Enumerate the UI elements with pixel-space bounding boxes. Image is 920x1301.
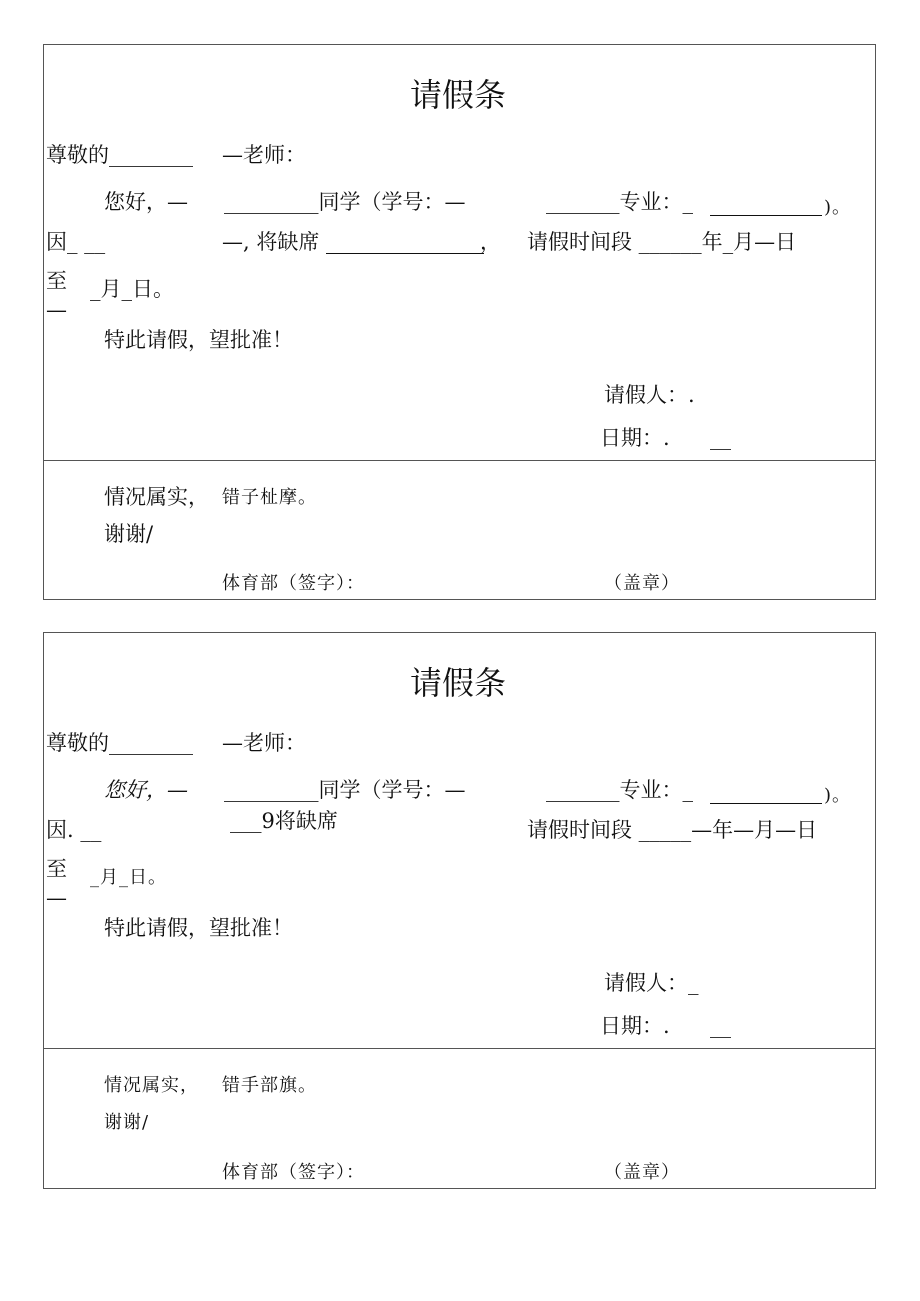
hello-text: 您好，— xyxy=(104,190,188,214)
will-miss-text: ___9将缺席 xyxy=(230,809,338,833)
applicant-field: 请假人：. xyxy=(604,383,695,407)
verify-text: 情况属实， xyxy=(104,1075,199,1096)
major-end: )。 xyxy=(824,197,852,218)
verify-note: 错子杫摩。 xyxy=(222,487,317,508)
reason-prefix: 因_ __ xyxy=(46,230,106,254)
greeting-prefix: 尊敬的________ xyxy=(46,143,193,167)
form-title: 请假条 xyxy=(410,664,507,702)
greeting-suffix: —老师： xyxy=(222,731,306,755)
date-field: 日期：. xyxy=(600,1014,670,1038)
verify-note: 错手部旗。 xyxy=(222,1075,317,1096)
leave-period-field: 请假时间段 ______年_月—日 xyxy=(527,230,797,254)
leave-form-2 xyxy=(43,632,876,1189)
reason-prefix: 因. __ xyxy=(46,818,102,842)
will-miss-text: —, 将缺席 xyxy=(222,230,320,254)
classmate-field: _________同学（学号：— xyxy=(224,778,466,802)
form-title: 请假条 xyxy=(410,76,507,114)
greeting-suffix: —老师： xyxy=(222,143,306,167)
to-date: _月_日。 xyxy=(90,277,174,301)
major-underline xyxy=(710,215,822,216)
stamp-label: （盖章） xyxy=(604,1162,680,1183)
date-blank: __ xyxy=(710,1014,731,1038)
thanks-text: 谢谢/ xyxy=(104,522,154,546)
verify-text: 情况属实， xyxy=(104,485,209,509)
to-label: 至 xyxy=(46,857,67,881)
hello-text: 您好，— xyxy=(104,778,188,802)
greeting-prefix: 尊敬的________ xyxy=(46,731,193,755)
to-dash: — xyxy=(46,886,67,910)
major-field: _______专业：_ xyxy=(546,190,693,214)
request-text: 特此请假，望批准！ xyxy=(104,328,293,352)
miss-underline xyxy=(326,253,484,254)
leave-form-1 xyxy=(43,44,876,600)
leave-period-field: 请假时间段 _____—年—月—日 xyxy=(527,818,818,842)
major-end: )。 xyxy=(824,785,852,806)
stamp-label: （盖章） xyxy=(604,573,680,594)
sign-label: 体育部（签字）： xyxy=(222,573,365,594)
applicant-field: 请假人：_ xyxy=(604,971,699,995)
to-date: _月_日。 xyxy=(90,867,167,888)
form-divider xyxy=(44,1048,875,1049)
major-underline xyxy=(710,803,822,804)
comma: ， xyxy=(480,230,501,254)
thanks-text: 谢谢/ xyxy=(104,1112,150,1133)
to-label: 至 xyxy=(46,269,67,293)
date-field: 日期：. xyxy=(600,426,670,450)
to-dash: — xyxy=(46,298,67,322)
form-divider xyxy=(44,460,875,461)
major-field: _______专业：_ xyxy=(546,778,693,802)
date-blank: __ xyxy=(710,426,731,450)
request-text: 特此请假，望批准！ xyxy=(104,916,293,940)
classmate-field: _________同学（学号：— xyxy=(224,190,466,214)
sign-label: 体育部（签字）： xyxy=(222,1162,365,1183)
